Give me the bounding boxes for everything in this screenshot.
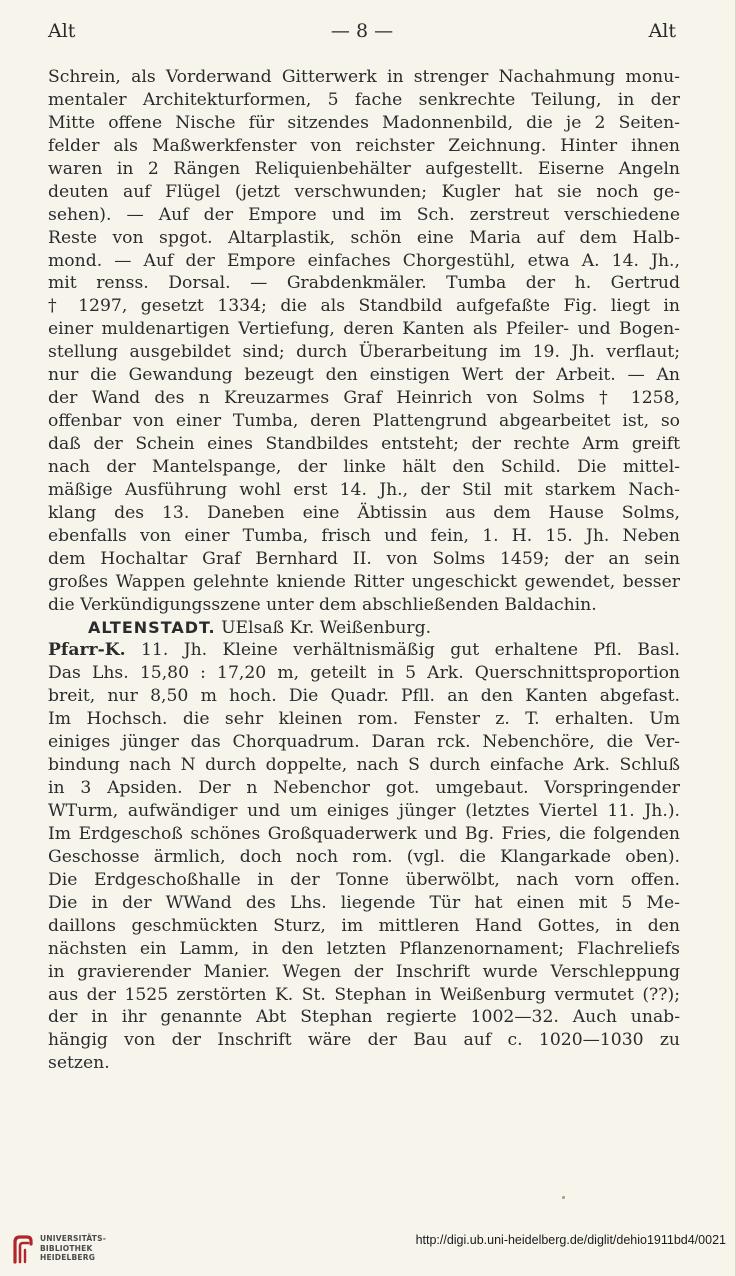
place-heading: ALTENSTADT. bbox=[88, 617, 216, 637]
text-line: Geschosse ärmlich, doch noch rom. (vgl. die Klangarkade oben). bbox=[48, 846, 680, 867]
text-line: ebenfalls von einer Tumba, frisch und fein, 1. H. 15. Jh. Neben bbox=[48, 525, 680, 546]
text-line: deuten auf Flügel (jetzt verschwunden; Kugler hat sie noch ge- bbox=[48, 181, 680, 202]
text-line: mäßige Ausführung wohl erst 14. Jh., der Stil mit starkem Nach- bbox=[48, 479, 680, 500]
section-first-line bbox=[48, 639, 680, 662]
text-line: daillons geschmückten Sturz, im mittleren Hand Gottes, in den bbox=[48, 915, 680, 936]
running-head bbox=[48, 20, 676, 48]
text-line: waren in 2 Rängen Reliquienbehälter aufgestellt. Eiserne Angeln bbox=[48, 158, 680, 179]
text-line: stellung ausgebildet sind; durch Überarbeitung im 19. Jh. verflaut; bbox=[48, 342, 680, 363]
text-line: † 1297, gesetzt 1334; die als Standbild aufgefaßte Fig. liegt in bbox=[48, 296, 680, 317]
text-line: Mitte offene Nische für sitzendes Madonnenbild, die je 2 Seiten- bbox=[48, 112, 680, 133]
place-heading-location: UElsaß Kr. Weißenburg. bbox=[221, 617, 432, 638]
text-line: WTurm, aufwändiger und um einiges jünger (letztes Viertel 11. Jh.). bbox=[48, 801, 680, 821]
library-logo bbox=[12, 1232, 122, 1266]
place-heading-line bbox=[48, 617, 680, 640]
text-line: der in ihr genannte Abt Stephan regierte 1002—32. Auch unab- bbox=[48, 1007, 680, 1028]
text-line: klang des 13. Daneben eine Äbtissin aus dem Hause Solms, bbox=[48, 502, 680, 523]
text-line: bindung nach N durch doppelte, nach S durch einfache Ark. Schluß bbox=[48, 755, 680, 776]
text-line: aus der 1525 zerstörten K. St. Stephan in Weißenburg vermutet (??); bbox=[48, 984, 680, 1005]
text-line: einiges jünger das Chorquadrum. Daran rck. Nebenchöre, die Ver- bbox=[48, 732, 680, 753]
source-url[interactable]: http://digi.ub.uni-heidelberg.de/diglit/dehio1911bd4/0021 bbox=[415, 1233, 726, 1247]
text-line: Im Erdgeschoß schönes Großquaderwerk und Bg. Fries, die folgenden bbox=[48, 823, 680, 844]
body-text bbox=[48, 66, 680, 1075]
library-logo-text bbox=[40, 1234, 106, 1263]
section-label: Pfarr-K. bbox=[48, 640, 126, 661]
page-number: — 8 — bbox=[330, 20, 394, 42]
text-line: der Wand des n Kreuzarmes Graf Heinrich von Solms † 1258, bbox=[48, 388, 680, 409]
text-line: hängig von der Inschrift wäre der Bau auf c. 1020—1030 zu bbox=[48, 1030, 680, 1051]
text-line: großes Wappen gelehnte kniende Ritter ungeschickt gewendet, besser bbox=[48, 571, 680, 592]
text-line: in 3 Apsiden. Der n Nebenchor got. umgebaut. Vorspringender bbox=[48, 778, 680, 799]
text-line: Die Erdgeschoßhalle in der Tonne überwölbt, nach vorn offen. bbox=[48, 869, 680, 890]
text-line: mit renss. Dorsal. — Grabdenkmäler. Tumba der h. Gertrud bbox=[48, 273, 680, 294]
library-logo-icon bbox=[12, 1234, 34, 1264]
logo-line: UNIVERSITÄTS- bbox=[40, 1234, 107, 1243]
text-line: dem Hochaltar Graf Bernhard II. von Solms 1459; der an sein bbox=[48, 548, 680, 569]
text-line: setzen. bbox=[48, 1053, 110, 1074]
text-line: felder als Maßwerkfenster von reichster Zeichnung. Hinter ihnen bbox=[48, 135, 680, 156]
text-line: Die in der WWand des Lhs. liegende Tür hat einen mit 5 Me- bbox=[48, 892, 680, 913]
text-line: Reste von spgot. Altarplastik, schön eine Maria auf dem Halb- bbox=[48, 227, 680, 248]
text-line: mond. — Auf der Empore einfaches Chorgestühl, etwa A. 14. Jh., bbox=[48, 250, 680, 271]
running-head-right: Alt bbox=[648, 20, 676, 42]
text-line: in gravierender Manier. Wegen der Inschrift wurde Verschleppung bbox=[48, 961, 680, 982]
text-line: daß der Schein eines Standbildes entsteht; der rechte Arm greift bbox=[48, 434, 680, 454]
text-line: die Verkündigungsszene unter dem abschließenden Baldachin. bbox=[48, 594, 597, 615]
text-line: Im Hochsch. die sehr kleinen rom. Fenster z. T. erhalten. Um bbox=[48, 709, 680, 730]
text-line: Das Lhs. 15,80 : 17,20 m, geteilt in 5 Ark. Querschnittsproportion bbox=[48, 663, 680, 684]
logo-line: BIBLIOTHEK bbox=[40, 1243, 93, 1253]
running-head-left: Alt bbox=[48, 20, 76, 42]
section-first-text: 11. Jh. Kleine verhältnismäßig gut erhaltene Pfl. Basl. bbox=[141, 640, 680, 661]
text-line: nach der Mantelspange, der linke hält den Schild. Die mittel- bbox=[48, 456, 680, 477]
text-line: Schrein, als Vorderwand Gitterwerk in strenger Nachahmung monu- bbox=[48, 67, 680, 87]
text-line: offenbar von einer Tumba, deren Plattengrund abgearbeitet ist, so bbox=[48, 411, 680, 432]
logo-line: HEIDELBERG bbox=[40, 1253, 96, 1262]
text-line: einer muldenartigen Vertiefung, deren Kanten als Pfeiler- und Bogen- bbox=[48, 319, 680, 340]
text-line: nur die Gewandung bezeugt den einstigen Wert der Arbeit. — An bbox=[48, 365, 680, 386]
text-line: sehen). — Auf der Empore und im Sch. zerstreut verschiedene bbox=[48, 204, 680, 225]
text-line: mentaler Architekturformen, 5 fache senkrechte Teilung, in der bbox=[48, 89, 680, 110]
text-line: breit, nur 8,50 m hoch. Die Quadr. Pfll. an den Kanten abgefast. bbox=[48, 686, 680, 707]
paper-speck bbox=[562, 1196, 565, 1199]
text-line: nächsten ein Lamm, in den letzten Pflanzenornament; Flachreliefs bbox=[48, 938, 680, 959]
